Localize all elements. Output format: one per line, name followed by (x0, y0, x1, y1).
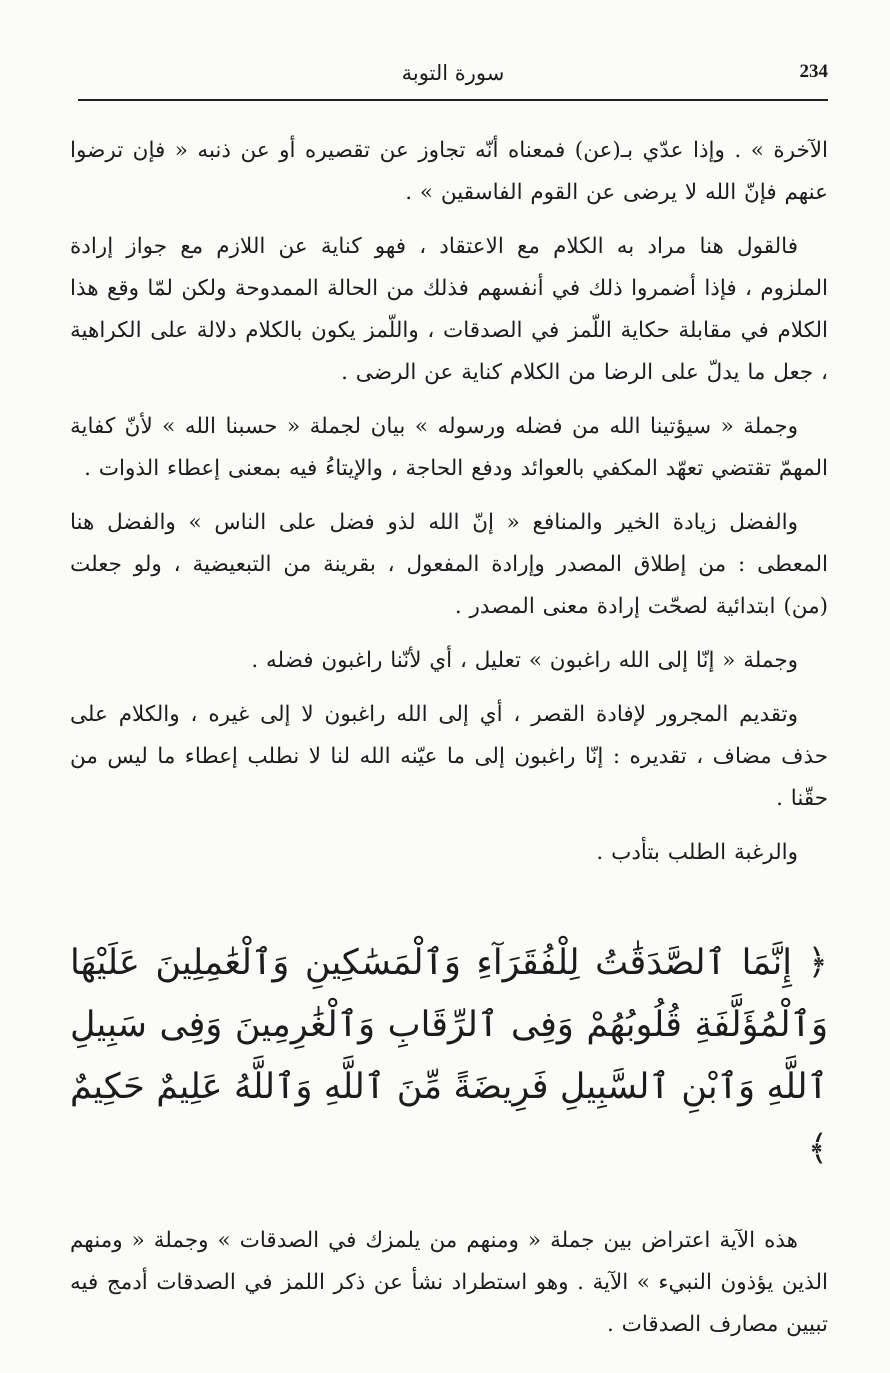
page-body (70, 130, 828, 1358)
page-header (78, 55, 828, 95)
paragraph-continuation: الآخرة » . وإذا عدّي بـ(عن) فمعناه أنّه تجاوز عن تقصيره أو عن ذنبه « فإن ترضوا عنهم فإنّ الله لا يرضى عن القوم الفاسقين » . (70, 138, 828, 205)
paragraph-fadl: والفضل زيادة الخير والمنافع « إنّ الله لذو فضل على الناس » والفضل هنا المعطى : من إطلاق المصدر وإرادة المفعول ، بقرينة من التبعيضية ، ولو جعلت (من) ابتدائية لصحّت إرادة معنى المصدر . (70, 510, 828, 619)
paragraph-qawl-kinaya: فالقول هنا مراد به الكلام مع الاعتقاد ، فهو كناية عن اللازم مع جواز إرادة الملزوم ، فإذا أضمروا ذلك في أنفسهم فذلك من الحالة الممدوحة ولكن لمّا وقع هذا الكلام في مقابلة حكاية اللّمز في الصدقات ، واللّمز يكون بالكلام دلالة على الكراهية ، جعل ما يدلّ على الرضا من الكلام كناية عن الرضى . (70, 234, 828, 385)
header-divider (78, 99, 828, 101)
surah-title: سورة التوبة (401, 61, 505, 85)
quran-verse: ﴿ إِنَّمَا ٱلصَّدَقَٰتُ لِلْفُقَرَآءِ وَٱلْمَسَٰكِينِ وَٱلْعَٰمِلِينَ عَلَيْهَا وَٱلْمُؤَلَّفَةِ قُلُوبُهُمْ وَفِى ٱلرِّقَابِ وَٱلْغَٰرِمِينَ وَفِى سَبِيلِ ٱللَّهِ وَٱبْنِ ٱلسَّبِيلِ فَرِيضَةً مِّنَ ٱللَّهِ وَٱللَّهُ عَلِيمٌ حَكِيمٌ ﴾ (70, 943, 828, 1169)
paragraph-taqdim: وتقديم المجرور لإفادة القصر ، أي إلى الله راغبون لا إلى غيره ، والكلام على حذف مضاف ، تقديره : إنّا راغبون إلى ما عيّنه الله لنا لا نطلب إعطاء ما ليس من حقّنا . (70, 702, 828, 811)
paragraph-commentary: هذه الآية اعتراض بين جملة « ومنهم من يلمزك في الصدقات » وجملة « ومنهم الذين يؤذون النبيء » الآية . وهو استطراد نشأ عن ذكر اللمز في الصدقات أدمج فيه تبيين مصارف الصدقات . (70, 1228, 828, 1337)
paragraph-raghibun: وجملة « إنّا إلى الله راغبون » تعليل ، أي لأنّنا راغبون فضله . (251, 648, 798, 673)
paragraph-sayutina: وجملة « سيؤتينا الله من فضله ورسوله » بيان لجملة « حسبنا الله » لأنّ كفاية المهمّ تقتضي تعهّد المكفي بالعوائد ودفع الحاجة ، والإيتاءُ فيه بمعنى إعطاء الذوات . (70, 414, 828, 481)
page-number: 234 (799, 61, 828, 82)
paragraph-raghba: والرغبة الطلب بتأدب . (596, 840, 798, 865)
